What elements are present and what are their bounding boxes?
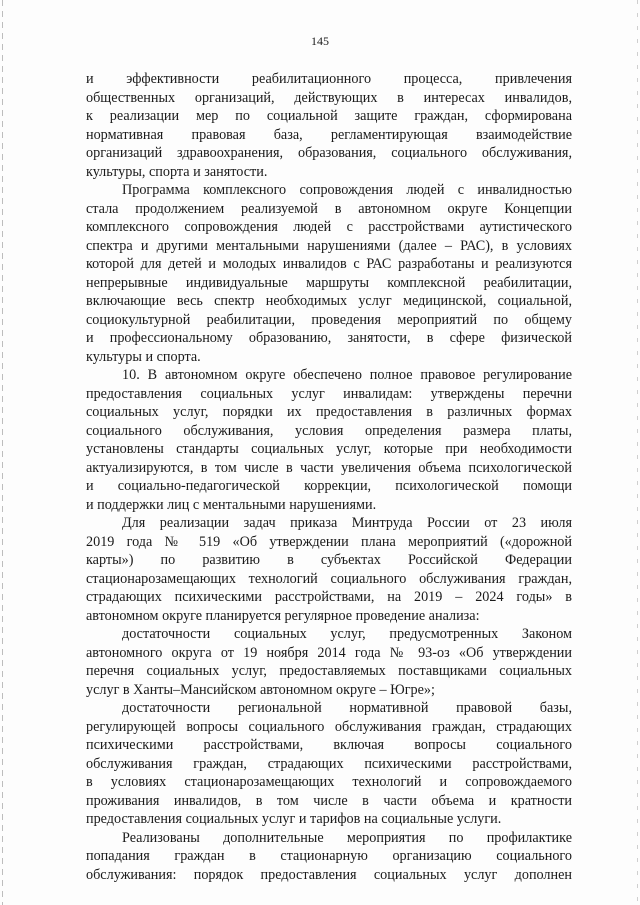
text-line: социальных услуг, порядки их предоставления в различных формах: [86, 404, 572, 420]
text-line: обслуживания: порядок предоставления социальных услуг дополнен: [86, 866, 572, 883]
text-line: социокультурной реабилитации, проведения мероприятий по общему: [86, 311, 572, 328]
text-line: страдающих психическими расстройствами, на 2019 – 2024 годы» в: [86, 589, 572, 605]
text-line: автономном округе планируется регулярное проведение анализа:: [86, 607, 480, 624]
text-line: достаточности региональной нормативной правовой базы,: [122, 700, 572, 716]
text-line: обслуживания граждан, страдающих психическими расстройствами,: [86, 755, 572, 772]
text-line: Программа комплексного сопровождения людей с инвалидностью: [122, 182, 572, 198]
paragraph: [86, 181, 572, 366]
text-line: перечня социальных услуг, предоставляемых поставщиками социальных: [86, 663, 572, 679]
text-line: непрерывные индивидуальные маршруты комплексной реабилитации,: [86, 274, 572, 291]
paragraph: [86, 70, 572, 181]
text-line: нормативная правовая база, регламентирующая взаимодействие: [86, 126, 572, 143]
paragraph: [86, 829, 572, 885]
text-line: культуры и спорта.: [86, 348, 201, 365]
text-line: предоставления социальных услуг инвалидам: утверждены перечни: [86, 385, 572, 402]
text-line: стала продолжением реализуемой в автономном округе Концепции: [86, 200, 572, 217]
text-line: стационарозамещающих технологий социального обслуживания граждан,: [86, 570, 572, 587]
text-line: культуры, спорта и занятости.: [86, 163, 268, 180]
text-line: включающие весь спектр необходимых услуг медицинской, социальной,: [86, 293, 572, 309]
scan-edge-right: [637, 0, 638, 905]
scan-edge-left: [2, 0, 3, 905]
text-line: Реализованы дополнительные мероприятия по профилактике: [122, 829, 572, 846]
text-line: актуализируются, в том числе в части увеличения объема психологической: [86, 459, 572, 476]
text-line: Для реализации задач приказа Минтруда России от 23 июля: [122, 515, 572, 531]
text-line: автономного округа от 19 ноября 2014 года № 93-оз «Об утверждении: [86, 644, 572, 661]
paragraph: [86, 514, 572, 625]
text-line: достаточности социальных услуг, предусмотренных Законом: [122, 626, 572, 642]
text-line: психическими расстройствами, включая вопросы социального: [86, 737, 572, 753]
text-line: 2019 года № 519 «Об утверждении плана мероприятий («дорожной: [86, 533, 572, 550]
text-line: к реализации мер по социальной защите граждан, сформирована: [86, 108, 572, 124]
text-line: общественных организаций, действующих в интересах инвалидов,: [86, 89, 572, 106]
paragraph: [86, 366, 572, 514]
text-line: регулирующей вопросы социального обслуживания граждан, страдающих: [86, 718, 572, 735]
paragraph: [86, 625, 572, 699]
document-body: [86, 70, 572, 884]
text-line: социального обслуживания, условия определения размера платы,: [86, 422, 572, 439]
text-line: и поддержки лиц с ментальными нарушениями.: [86, 496, 377, 513]
text-line: проживания инвалидов, в том числе в части объема и кратности: [86, 792, 572, 809]
text-line: карты») по развитию в субъектах Российской Федерации: [86, 552, 572, 568]
text-line: предоставления социальных услуг и тарифов на социальные услуги.: [86, 811, 502, 827]
text-line: которой для детей и молодых инвалидов с РАС разработаны и реализуются: [86, 256, 572, 272]
text-line: комплексного сопровождения людей с расстройствами аутистического: [86, 219, 572, 235]
text-line: и профессиональному образованию, занятости, в сфере физической: [86, 330, 572, 346]
paragraph: [86, 699, 572, 829]
text-line: в условиях стационарозамещающих технологий и сопровождаемого: [86, 774, 572, 790]
text-line: и социально-педагогической коррекции, психологической помощи: [86, 478, 572, 494]
text-line: услуг в Ханты–Мансийском автономном округе – Югре»;: [86, 681, 435, 698]
text-line: 10. В автономном округе обеспечено полное правовое регулирование: [122, 367, 572, 383]
text-line: и эффективности реабилитационного процесса, привлечения: [86, 71, 572, 87]
page-number: 145: [311, 34, 329, 48]
text-line: организаций здравоохранения, образования, социального обслуживания,: [86, 145, 572, 161]
text-line: установлены стандарты социальных услуг, которые при необходимости: [86, 441, 572, 457]
text-line: попадания граждан в стационарную организацию социального: [86, 848, 572, 864]
text-line: спектра и другими ментальными нарушениями (далее – РАС), в условиях: [86, 237, 572, 254]
